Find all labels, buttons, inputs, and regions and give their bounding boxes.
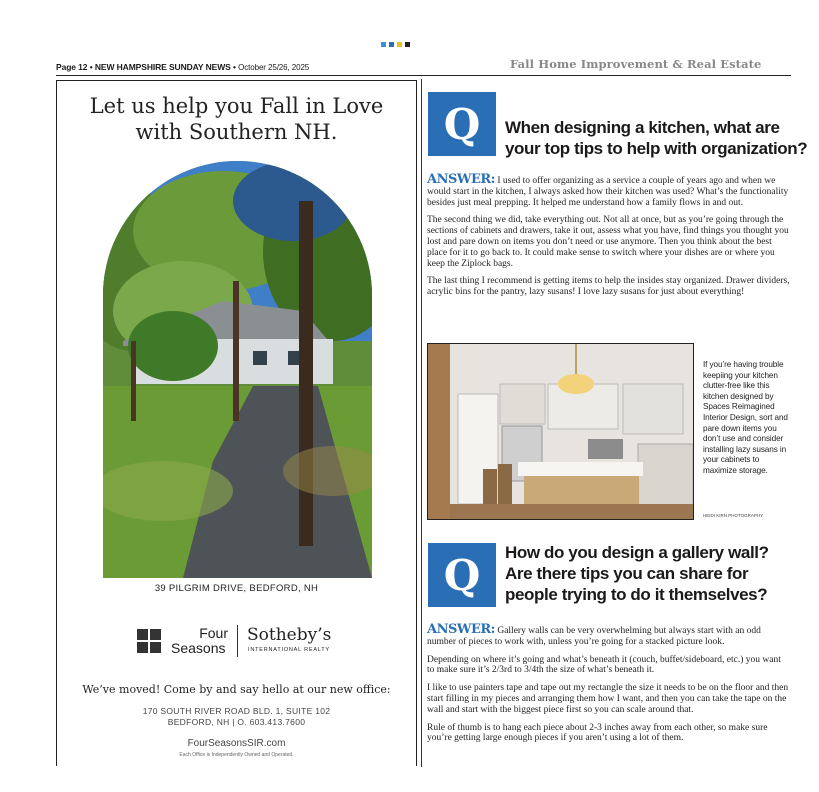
logo-tile-4 — [150, 642, 161, 653]
answer-2-text-1: Gallery walls can be very overwhelming but always start with an odd number of pieces to work with, unless you’re going for a stacked picture look. — [427, 626, 761, 647]
answer-1-label: ANSWER: — [427, 172, 495, 187]
four-seasons-wordmark — [171, 626, 228, 656]
website-link[interactable]: FourSeasonsSIR.com — [187, 738, 286, 749]
logo-seasons: Seasons — [171, 640, 226, 656]
real-estate-ad — [56, 80, 417, 766]
question-2-line-2: Are there tips you can share for — [505, 564, 749, 583]
question-2-line-1: How do you design a gallery wall? — [505, 543, 769, 562]
answer-1-paragraph-1 — [427, 172, 790, 208]
question-badge-2: Q — [428, 543, 496, 607]
four-seasons-logo-icon — [137, 629, 161, 653]
moved-notice: We’ve moved! Come by and say hello at our new office: — [82, 683, 391, 696]
ad-headline — [57, 93, 416, 145]
answer-1-paragraph-3: The last thing I recommend is getting items to help the insides stay organized. Drawer dividers, acrylic bins for the pantry, lazy susans! I love lazy susans for just about everything! — [427, 276, 790, 298]
brokerage-logo — [137, 623, 347, 659]
logo-four: Four — [199, 625, 228, 641]
registration-marks — [381, 42, 410, 47]
photo-caption: If you’re having trouble keepiing your kitchen clutter-free like this kitchen designed by Spaces Reimagined Interior Design, sort and pare down items you don’t use and consider installing lazy susans in your cabinets to maximize storage. — [703, 360, 788, 475]
registration-mark-yellow — [397, 42, 402, 47]
ad-headline-line-1: Let us help you Fall in Love — [89, 94, 384, 118]
answer-1 — [427, 172, 790, 305]
header-rule — [56, 75, 791, 76]
answer-2-paragraph-3: I like to use painters tape and tape out my rectangle the size it needs to be on the floor and then start filling in my pieces and arranging them how I want, and then you can take the tape on the wall and start with the biggest piece first so you can scale around that. — [427, 683, 789, 715]
sothebys-subtitle: INTERNATIONAL REALTY — [248, 647, 330, 653]
answer-2-label: ANSWER: — [427, 622, 495, 637]
answer-2 — [427, 622, 790, 751]
house-photo — [103, 161, 372, 578]
section-title: Fall Home Improvement & Real Estate — [510, 57, 762, 71]
question-2-line-3: people trying to do it themselves? — [505, 585, 768, 604]
question-1-line-1: When designing a kitchen, what are — [505, 118, 780, 137]
office-address-line-1: 170 SOUTH RIVER ROAD BLD. 1, SUITE 102 — [142, 706, 331, 716]
question-badge-1: Q — [428, 92, 496, 156]
logo-tile-3 — [137, 642, 148, 653]
photo-credit: HEIDI KIRN PHOTOGRAPHY — [703, 513, 764, 518]
answer-2-paragraph-1 — [427, 622, 790, 648]
office-address — [57, 706, 416, 728]
folio-page-info: Page 12 • NEW HAMPSHIRE SUNDAY NEWS • — [56, 62, 239, 72]
question-1-heading — [505, 117, 807, 159]
folio-date: October 25/26, 2025 — [238, 63, 310, 72]
column-divider — [421, 79, 422, 767]
registration-mark-blue — [389, 42, 394, 47]
question-1-line-2: your top tips to help with organization? — [505, 139, 808, 158]
page-folio — [56, 62, 309, 72]
sothebys-wordmark: Sotheby’s — [247, 625, 332, 645]
registration-mark-cyan — [381, 42, 386, 47]
logo-tile-2 — [150, 629, 161, 640]
question-2-heading — [505, 542, 769, 605]
office-address-line-2: BEDFORD, NH | O. 603.413.7600 — [167, 717, 306, 727]
answer-1-paragraph-2: The second thing we did, take everything out. Not all at once, but as you’re going through the sections of cabinets and drawers, take it out, assess what you have, find things you thought you lost and pare down on items you don’t need or use anymore. Then you think about the best place for it to go back to. It could make sense to switch where your dishes are or where you keep the Ziplock bags. — [427, 215, 789, 269]
kitchen-photo — [427, 343, 694, 520]
answer-2-paragraph-4: Rule of thumb is to hang each piece about 2-3 inches away from each other, so make sure you’re getting large enough pieces if you aren’t using a lot of them. — [427, 722, 768, 744]
registration-mark-black — [405, 42, 410, 47]
logo-divider — [237, 625, 238, 657]
answer-2-paragraph-2: Depending on where it’s going and what’s beneath it (couch, buffet/sideboard, etc.) you want to make sure it’s 2/3rd to 3/4th the size of what’s beneath it. — [427, 654, 781, 676]
listing-address: 39 PILGRIM DRIVE, BEDFORD, NH — [154, 583, 319, 594]
answer-1-text-1: I used to offer organizing as a service a couple of years ago and when we would start in the kitchen, I always asked how their kitchen was used? What’s the functionality besides just meal prepping. It helped me understand how a family flows in and out. — [427, 176, 789, 208]
logo-tile-1 — [137, 629, 148, 640]
ad-headline-line-2: with Southern NH. — [135, 120, 338, 144]
ad-disclaimer: Each Office is Independently Owned and Operated. — [179, 752, 294, 758]
